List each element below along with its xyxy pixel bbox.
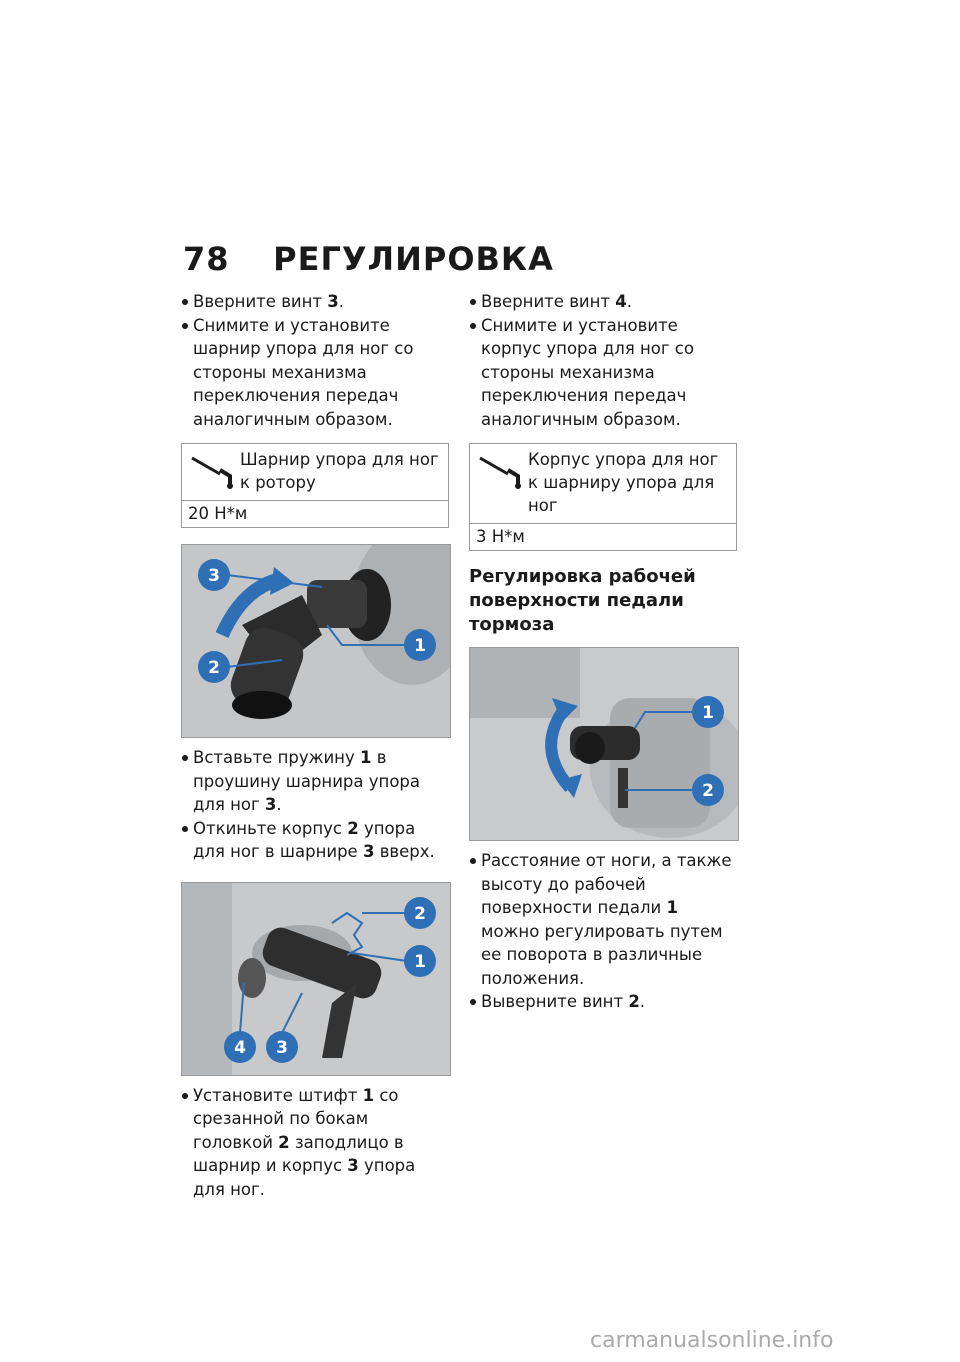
torque-spec-box: [469, 443, 737, 551]
right-bottom-list: [469, 849, 737, 1014]
callout-3: 3: [208, 566, 220, 586]
list-item: Вставьте пружину 1 в проушину шарнира упора для ног 3.: [181, 746, 449, 817]
figure-footpeg-hinge: [181, 544, 451, 738]
callout-2: 2: [702, 781, 714, 801]
spec-value: 3 Н*м: [476, 527, 525, 546]
callout-2: 2: [208, 658, 220, 678]
watermark: carmanualsonline.info: [590, 1328, 834, 1353]
list-item: Расстояние от ноги, а также высоту до рабочей поверхности педали 1 можно регулировать путем ее поворота в различные положения.: [469, 849, 737, 990]
left-top-list: [181, 290, 449, 431]
torque-wrench-icon: [478, 448, 528, 492]
callout-4: 4: [234, 1037, 246, 1058]
figure-footpeg-pin: [181, 882, 451, 1076]
page-title: РЕГУЛИРОВКА: [273, 240, 554, 278]
right-column: [469, 290, 737, 1014]
list-item: Снимите и установите шарнир упора для ног со стороны механизма переключения передач аналогичным образом.: [181, 314, 449, 432]
list-item: Установите штифт 1 со срезанной по бокам головкой 2 заподлицо в шарнир и корпус 3 упора для ног.: [181, 1084, 449, 1202]
page-number: 78: [183, 240, 230, 278]
list-item: Откиньте корпус 2 упора для ног в шарнире 3 вверх.: [181, 817, 449, 864]
spec-value: 20 Н*м: [188, 504, 248, 523]
left-column: [181, 290, 449, 1201]
page-header: [183, 240, 554, 278]
list-item: Снимите и установите корпус упора для ног со стороны механизма переключения передач аналогичным образом.: [469, 314, 737, 432]
list-item: Вверните винт 3.: [181, 290, 449, 314]
list-item: Выверните винт 2.: [469, 990, 737, 1014]
spec-title: Шарнир упора для ног к ротору: [240, 450, 439, 492]
callout-1: 1: [414, 636, 426, 656]
callout-1: 1: [414, 951, 426, 972]
spec-title: Корпус упора для ног к шарниру упора для ног: [528, 450, 719, 515]
left-mid-list: [181, 746, 449, 864]
figure-brake-pedal: [469, 647, 739, 841]
callout-1: 1: [702, 703, 714, 723]
callout-2: 2: [414, 903, 426, 924]
torque-wrench-icon: [190, 448, 240, 492]
section-heading: Регулировка рабочей поверхности педали тормоза: [469, 566, 696, 635]
left-bottom-list: [181, 1084, 449, 1202]
callout-3: 3: [276, 1037, 288, 1058]
right-top-list: [469, 290, 737, 431]
list-item: Вверните винт 4.: [469, 290, 737, 314]
torque-spec-box: [181, 443, 449, 528]
